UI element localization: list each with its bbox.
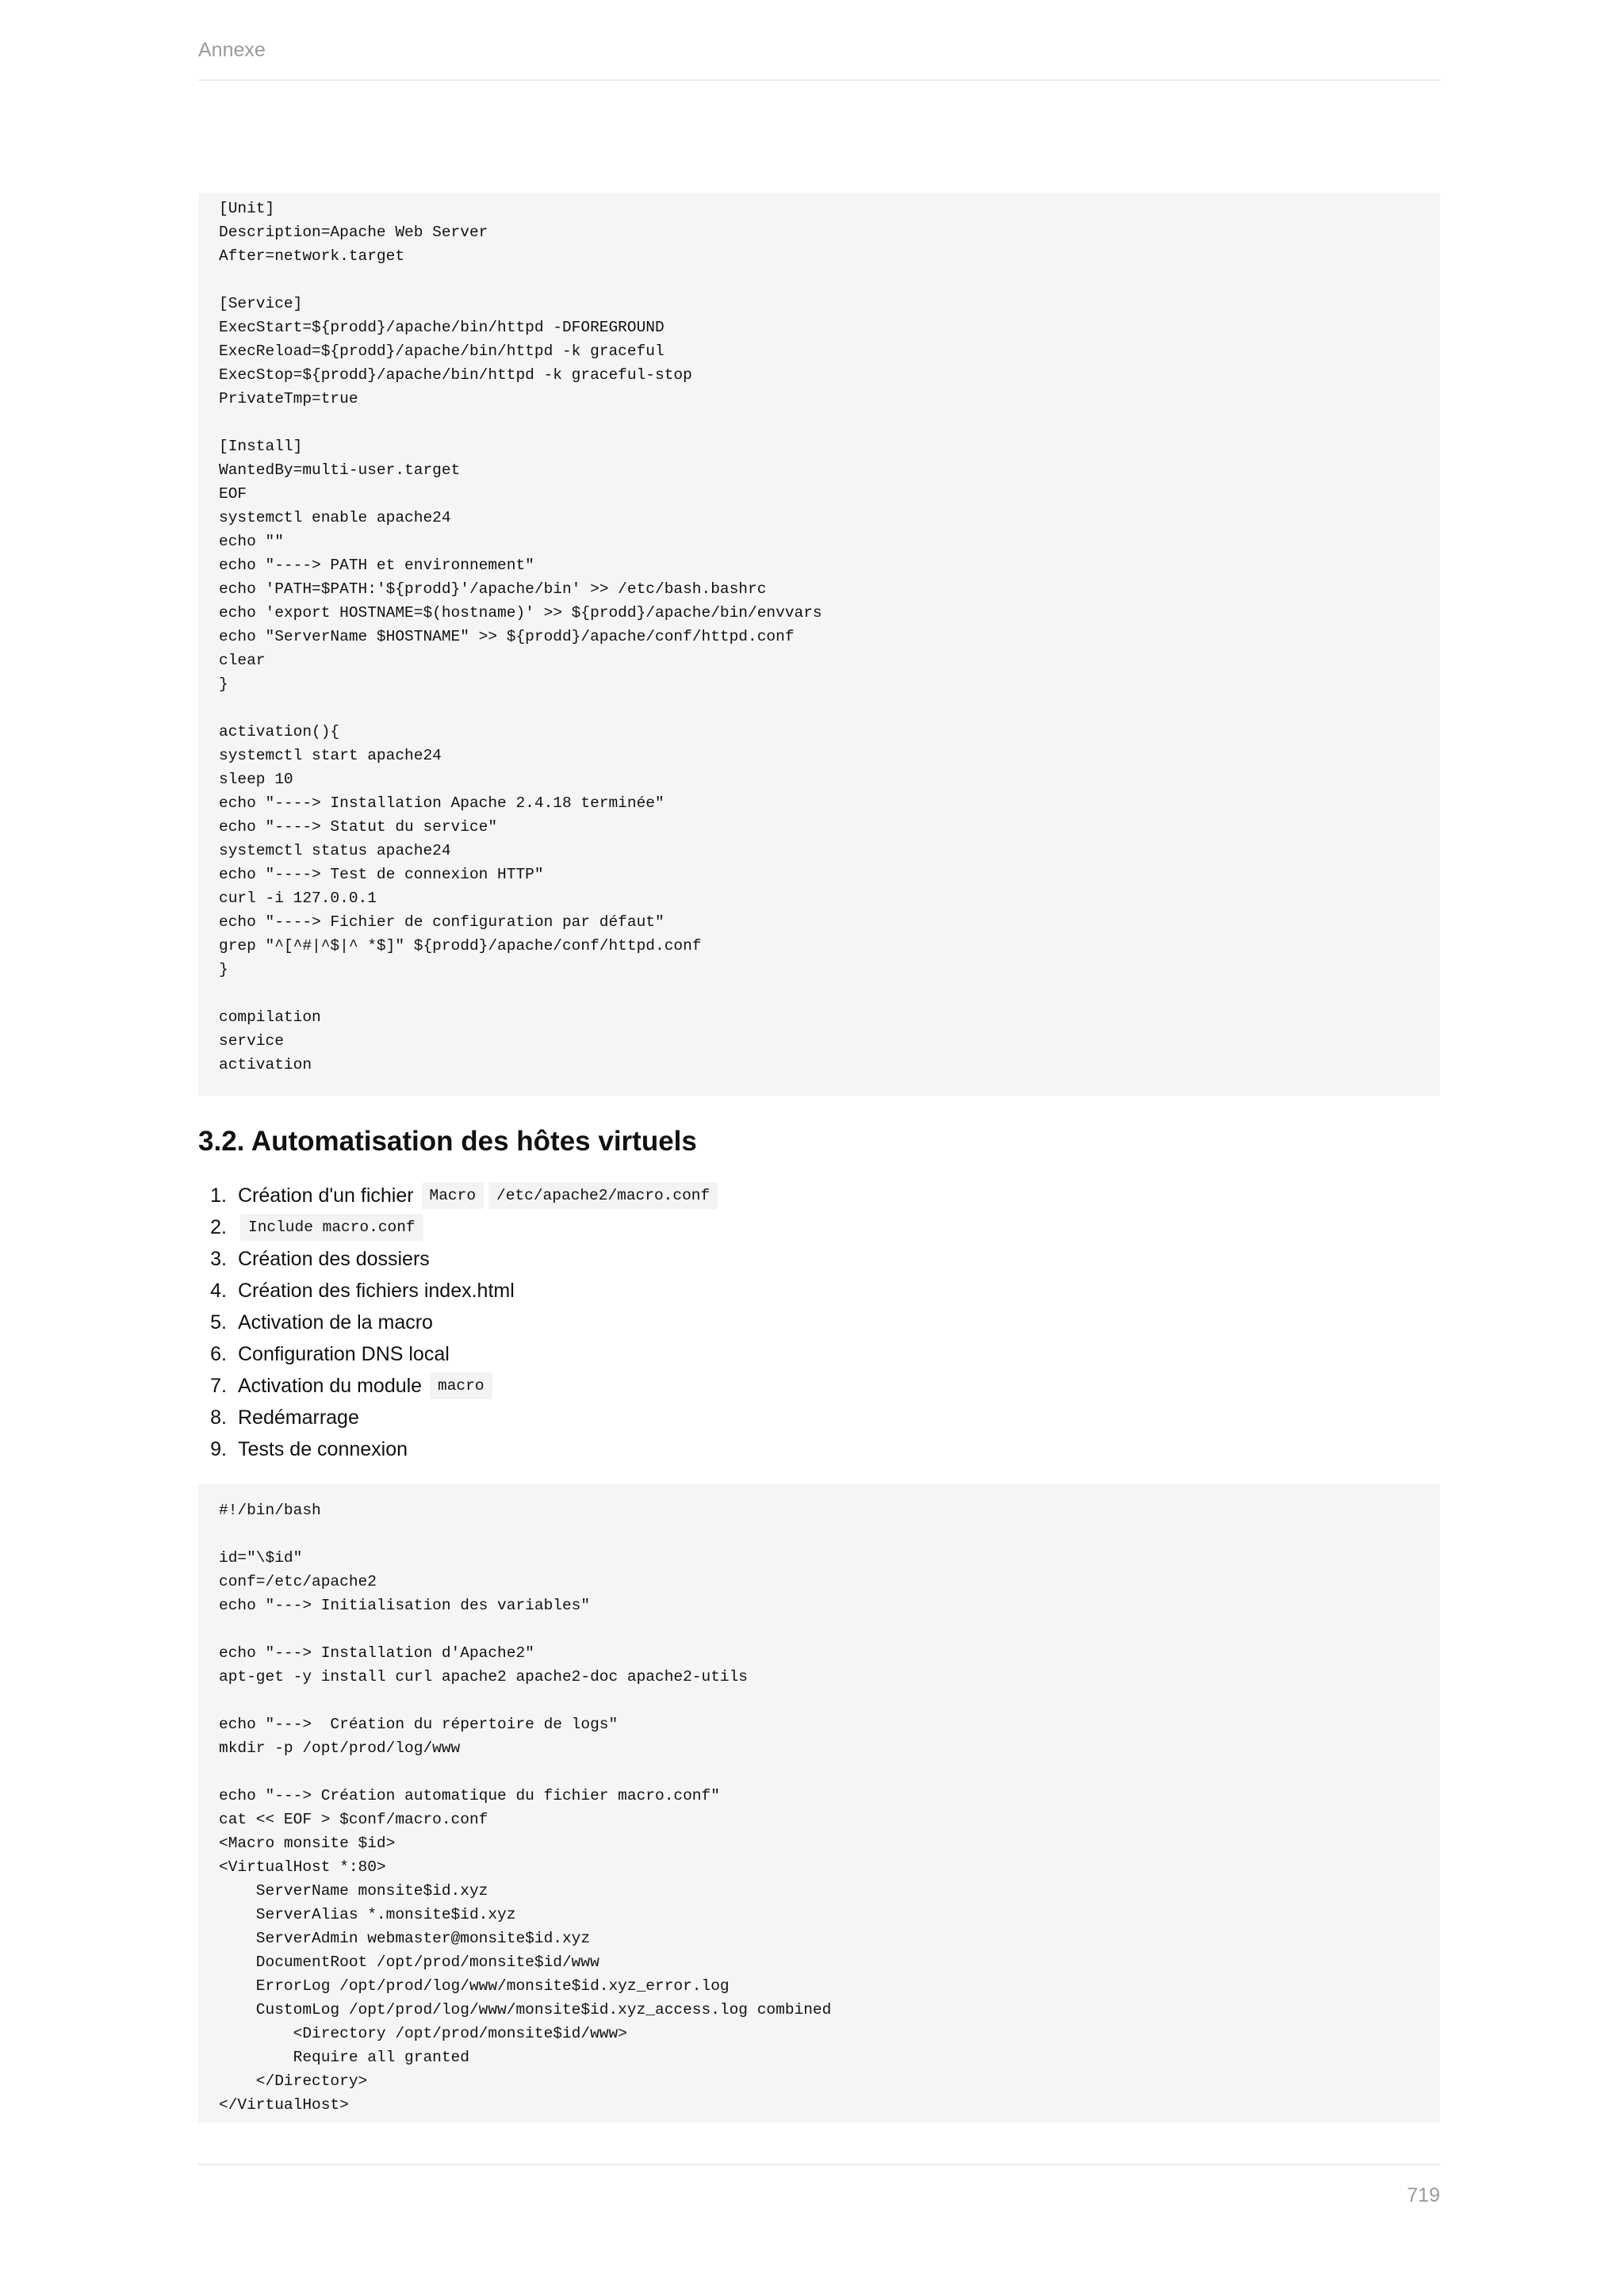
inline-code: Macro: [422, 1182, 485, 1209]
code-block-systemd-service: [Unit] Description=Apache Web Server After=network.target [Service] ExecStart=${prodd}/apache/bin/httpd -DFOREGROUND ExecReload=${prodd}/apache/bin/httpd -k graceful ExecStop=${prodd}/apache/bin/httpd -k graceful-stop PrivateTmp=true [Install] WantedBy=multi-user.target EOF systemctl enable apache24 echo "" echo "----> PATH et environnement" echo 'PATH=$PATH:'${prodd}'/apache/bin' >> /etc/bash.bashrc echo 'export HOSTNAME=$(hostname)' >> ${prodd}/apache/bin/envvars echo "ServerName $HOSTNAME" >> ${prodd}/apache/conf/httpd.conf clear } activation(){ systemctl start apache24 sleep 10 echo "----> Installation Apache 2.4.18 terminée" echo "----> Statut du service" systemctl status apache24 echo "----> Test de connexion HTTP" curl -i 127.0.0.1 echo "----> Fichier de configuration par défaut" grep "^[^#|^$|^ *$]" ${prodd}/apache/conf/httpd.conf } compilation service activation: [198, 193, 1440, 1096]
steps-list: [198, 1180, 720, 1465]
list-item: [198, 1180, 720, 1211]
list-item-text: Création des dossiers: [238, 1248, 430, 1270]
page-number: 719: [1407, 2184, 1440, 2206]
page-header: [198, 36, 1440, 81]
inline-code: Include macro.conf: [240, 1214, 423, 1241]
list-item-text: Configuration DNS local: [238, 1343, 450, 1365]
list-item-number: 3.: [210, 1248, 227, 1270]
list-item: [198, 1338, 720, 1370]
inline-code: /etc/apache2/macro.conf: [488, 1182, 718, 1209]
list-item-number: 5.: [210, 1311, 227, 1334]
list-item-text: Activation de la macro: [238, 1311, 433, 1334]
footer-divider: [198, 2164, 1440, 2165]
list-item-number: 1.: [210, 1184, 227, 1207]
list-item-number: 2.: [210, 1216, 227, 1238]
inline-code: macro: [430, 1372, 492, 1399]
list-item: [198, 1243, 720, 1275]
header-title: Annexe: [198, 39, 266, 61]
list-item-text: Création des fichiers index.html: [238, 1280, 515, 1302]
list-item-text: Redémarrage: [238, 1406, 359, 1429]
list-item: [198, 1433, 720, 1465]
list-item: [198, 1370, 720, 1402]
list-item-text: Activation du module: [238, 1375, 428, 1397]
list-item: [198, 1275, 720, 1307]
list-item-number: 7.: [210, 1375, 227, 1397]
list-item-number: 6.: [210, 1343, 227, 1365]
list-item-text: Tests de connexion: [238, 1438, 408, 1460]
list-item-number: 8.: [210, 1406, 227, 1429]
list-item: [198, 1211, 720, 1243]
list-item-number: 4.: [210, 1280, 227, 1302]
list-item: [198, 1402, 720, 1433]
section-heading: 3.2. Automatisation des hôtes virtuels: [198, 1126, 697, 1157]
code-block-bash-script: #!/bin/bash id="\$id" conf=/etc/apache2 echo "---> Initialisation des variables" echo "---> Installation d'Apache2" apt-get -y install curl apache2 apache2-doc apache2-utils echo "---> Création du répertoire de logs" mkdir -p /opt/prod/log/www echo "---> Création automatique du fichier macro.conf" cat << EOF > $conf/macro.conf <Macro monsite $id> <VirtualHost *:80> ServerName monsite$id.xyz ServerAlias *.monsite$id.xyz ServerAdmin webmaster@monsite$id.xyz DocumentRoot /opt/prod/monsite$id/www ErrorLog /opt/prod/log/www/monsite$id.xyz_error.log CustomLog /opt/prod/log/www/monsite$id.xyz_access.log combined <Directory /opt/prod/monsite$id/www> Require all granted </Directory> </VirtualHost>: [198, 1484, 1440, 2123]
list-item-text: Création d'un fichier: [238, 1184, 419, 1207]
list-item-number: 9.: [210, 1438, 227, 1460]
list-item: [198, 1307, 720, 1338]
